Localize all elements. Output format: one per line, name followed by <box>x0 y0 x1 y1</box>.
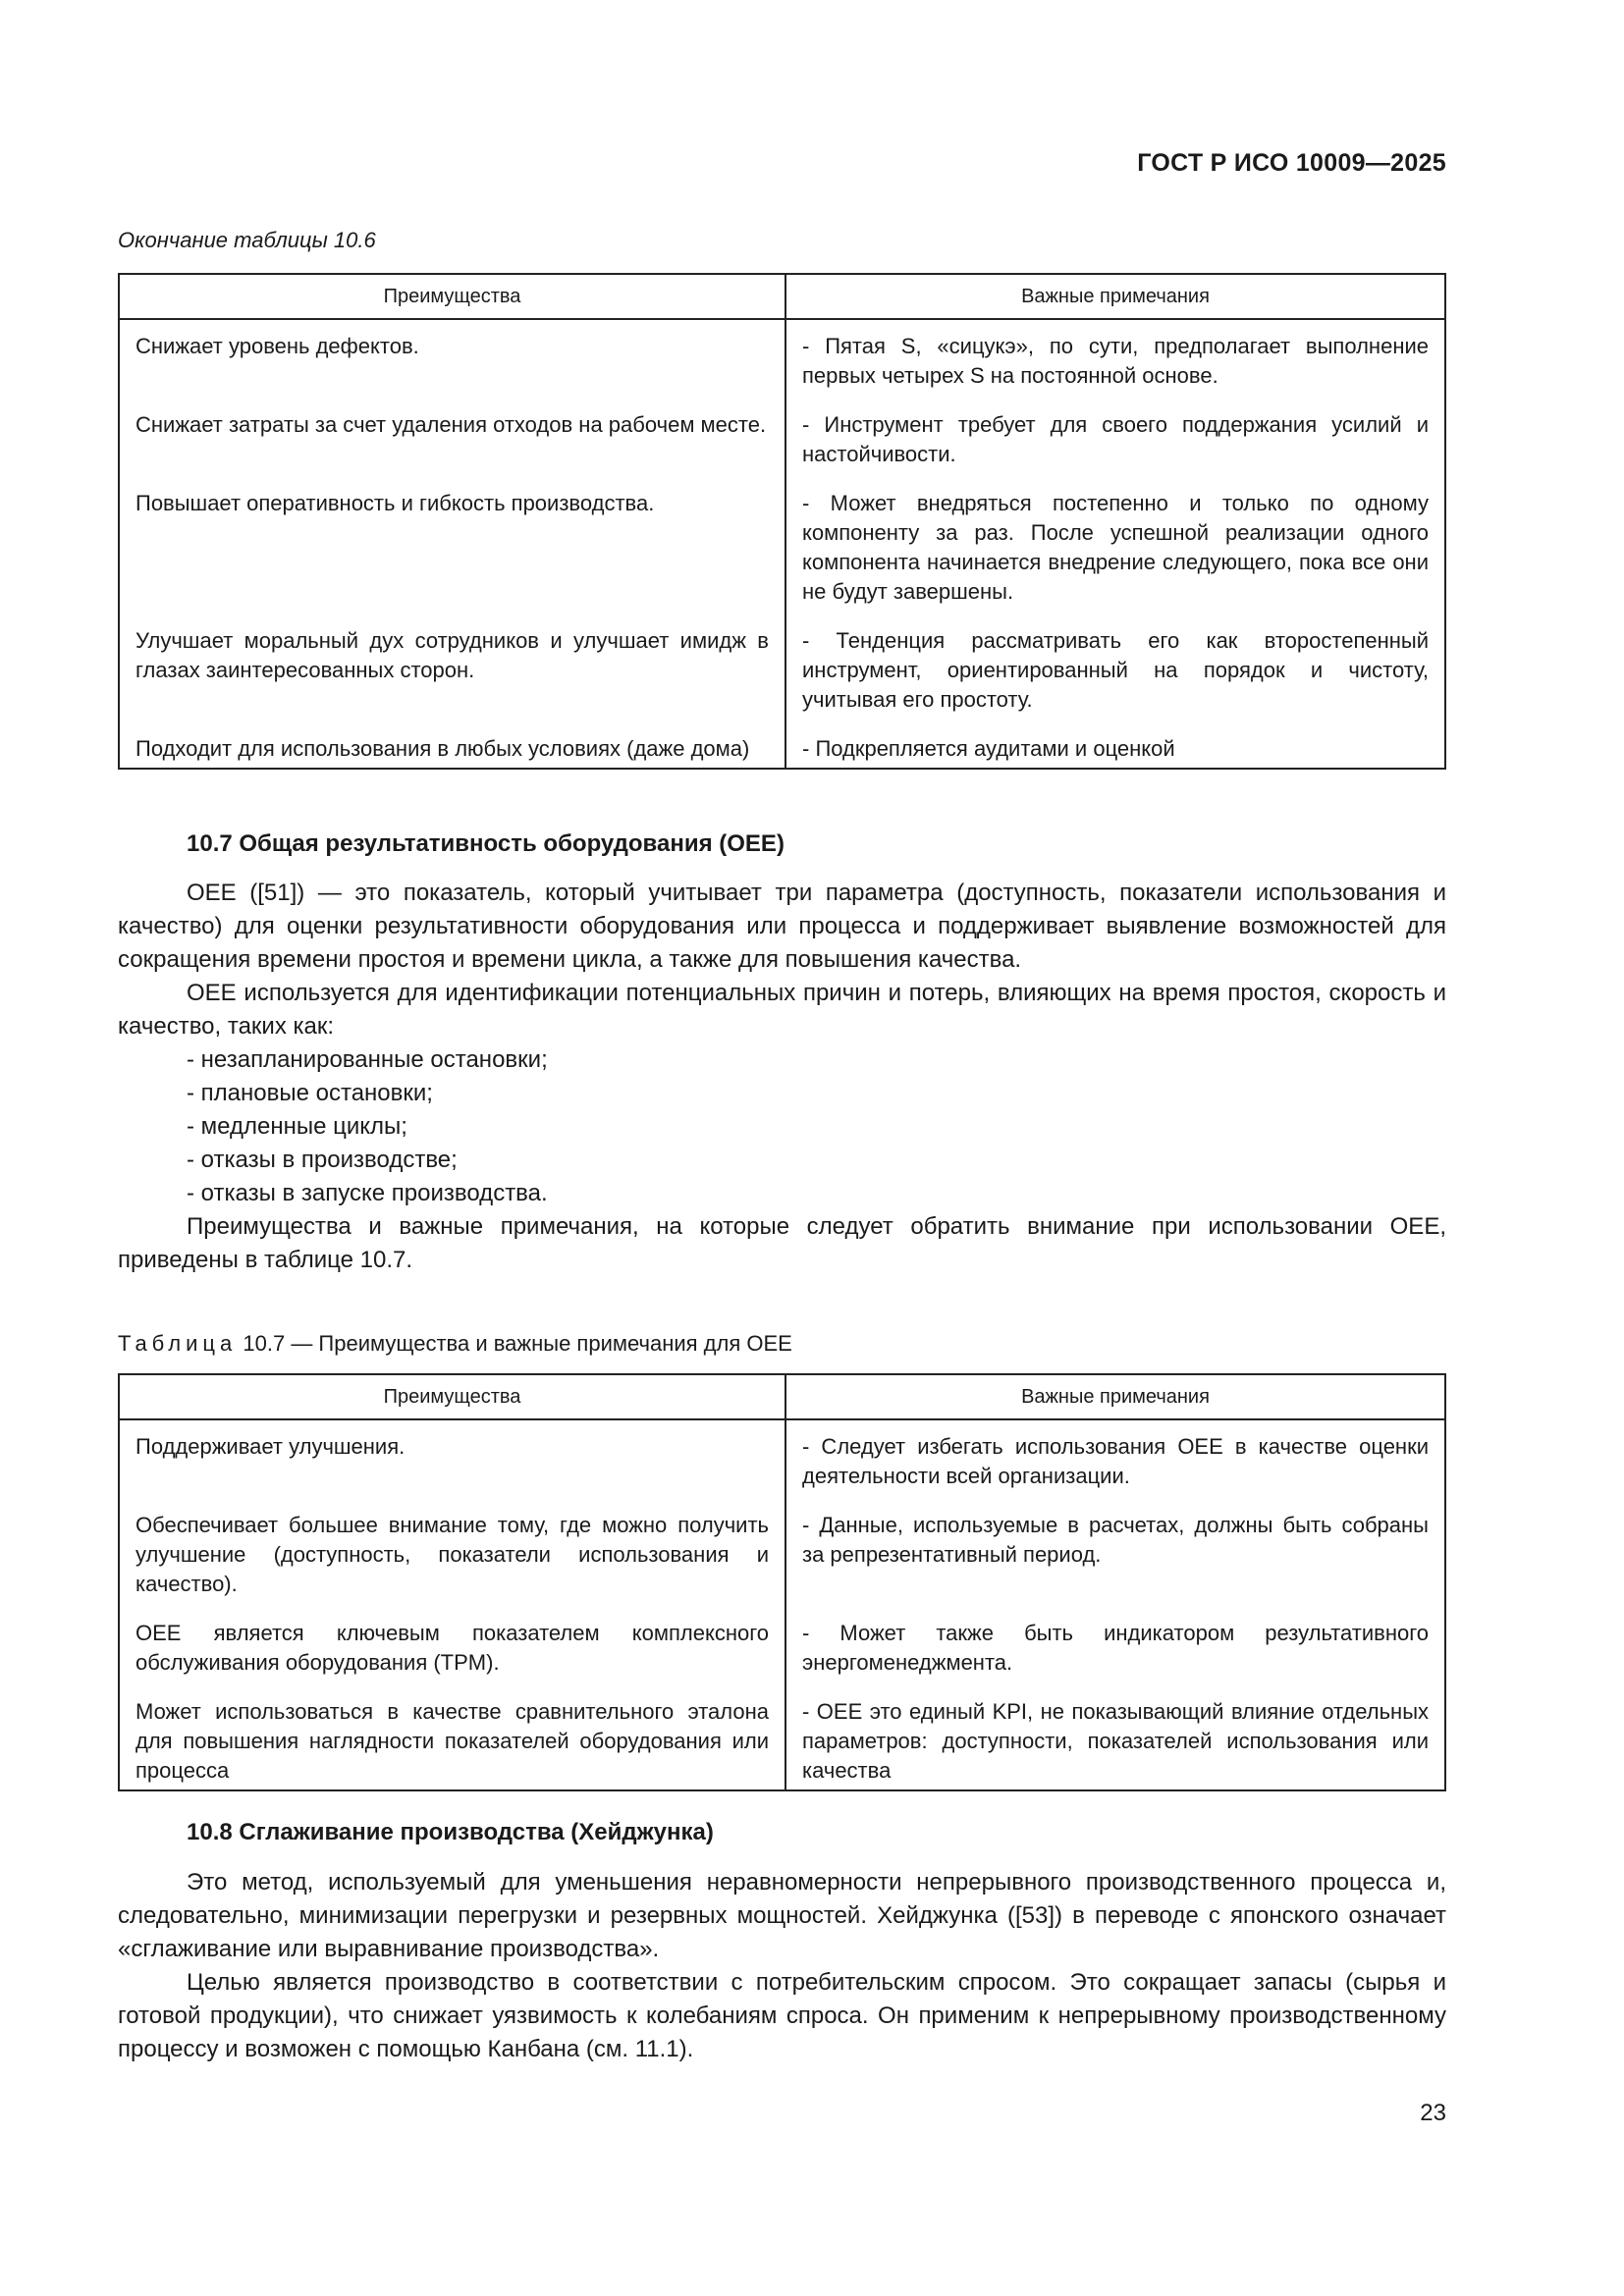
table-row <box>119 734 1445 769</box>
advantage-cell: OEE является ключевым показателем комплексного обслуживания оборудования (TPM). <box>119 1619 785 1697</box>
table-10-6 <box>118 273 1446 770</box>
advantage-cell: Поддерживает улучшения. <box>119 1419 785 1511</box>
advantage-cell: Улучшает моральный дух сотрудников и улучшает имидж в глазах заинтересованных сторон. <box>119 626 785 734</box>
table-row <box>119 1619 1445 1697</box>
column-header-advantages: Преимущества <box>119 274 785 319</box>
section-10-7-body <box>118 877 1446 1277</box>
paragraph: Преимущества и важные примечания, на которые следует обратить внимание при использовании OEE, приведены в таблице 10.7. <box>118 1213 1446 1273</box>
page-number: 23 <box>1420 2100 1446 2126</box>
paragraph: OEE используется для идентификации потенциальных причин и потерь, влияющих на время простоя, скорость и качество, таких как: <box>118 980 1446 1040</box>
note-cell: - Подкрепляется аудитами и оценкой <box>785 734 1445 769</box>
table-row <box>119 1419 1445 1511</box>
table-10-7 <box>118 1373 1446 1791</box>
note-cell: - Следует избегать использования OEE в качестве оценки деятельности всей организации. <box>785 1419 1445 1511</box>
document-header: ГОСТ Р ИСО 10009—2025 <box>1137 149 1446 177</box>
table-10-7-caption <box>118 1331 792 1357</box>
column-header-advantages: Преимущества <box>119 1374 785 1419</box>
section-10-8-title: 10.8 Сглаживание производства (Хейджунка) <box>187 1819 714 1845</box>
table-row <box>119 1511 1445 1619</box>
table-row <box>119 410 1445 489</box>
section-10-8-body <box>118 1866 1446 2066</box>
paragraph: OEE ([51]) — это показатель, который учитывает три параметра (доступность, показатели использования и качество) для оценки результативности оборудования или процесса и поддерживает выявление возможностей для сокращения времени простоя и времени цикла, а также для повышения качества. <box>118 880 1446 973</box>
list-item: - отказы в запуске производства. <box>187 1180 548 1206</box>
column-header-notes: Важные примечания <box>785 274 1445 319</box>
note-cell: - Пятая S, «сицукэ», по сути, предполагает выполнение первых четырех S на постоянной основе. <box>785 319 1445 410</box>
note-cell: - Инструмент требует для своего поддержания усилий и настойчивости. <box>785 410 1445 489</box>
advantage-cell: Может использоваться в качестве сравнительного эталона для повышения наглядности показателей оборудования или процесса <box>119 1697 785 1790</box>
advantage-cell: Обеспечивает большее внимание тому, где можно получить улучшение (доступность, показатели использования и качество). <box>119 1511 785 1619</box>
list-item: - отказы в производстве; <box>187 1147 458 1173</box>
section-10-7-title: 10.7 Общая результативность оборудования (OEE) <box>187 830 785 857</box>
list-item: - медленные циклы; <box>187 1113 407 1140</box>
table-caption-label: Таблица <box>118 1331 238 1356</box>
table-header-row <box>119 1374 1445 1419</box>
advantage-cell: Повышает оперативность и гибкость производства. <box>119 489 785 626</box>
advantage-cell: Снижает затраты за счет удаления отходов на рабочем месте. <box>119 410 785 489</box>
note-cell: - Тенденция рассматривать его как второстепенный инструмент, ориентированный на порядок и чистоту, учитывая его простоту. <box>785 626 1445 734</box>
list-item: - плановые остановки; <box>187 1080 433 1106</box>
note-cell: - OEE это единый KPI, не показывающий влияние отдельных параметров: доступности, показателей использования или качества <box>785 1697 1445 1790</box>
advantage-cell: Снижает уровень дефектов. <box>119 319 785 410</box>
note-cell: - Данные, используемые в расчетах, должны быть собраны за репрезентативный период. <box>785 1511 1445 1619</box>
paragraph: Целью является производство в соответствии с потребительским спросом. Это сокращает запасы (сырья и готовой продукции), что снижает уязвимость к колебаниям спроса. Он применим к непрерывному производственному процессу и возможен с помощью Канбана (см. 11.1). <box>118 1969 1446 2062</box>
table-10-6-continuation-caption: Окончание таблицы 10.6 <box>118 228 376 252</box>
table-header-row <box>119 274 1445 319</box>
paragraph: Это метод, используемый для уменьшения неравномерности непрерывного производственного процесса и, следовательно, минимизации перегрузки и резервных мощностей. Хейджунка ([53]) в переводе с японского означает «сглаживание или выравнивание производства». <box>118 1869 1446 1962</box>
table-caption-text: 10.7 — Преимущества и важные примечания для OEE <box>243 1331 792 1356</box>
list-item: - незапланированные остановки; <box>187 1046 548 1073</box>
advantage-cell: Подходит для использования в любых условиях (даже дома) <box>119 734 785 769</box>
table-row <box>119 1697 1445 1790</box>
table-row <box>119 489 1445 626</box>
table-row <box>119 626 1445 734</box>
note-cell: - Может внедряться постепенно и только по одному компоненту за раз. После успешной реализации одного компонента начинается внедрение следующего, пока все они не будут завершены. <box>785 489 1445 626</box>
note-cell: - Может также быть индикатором результативного энергоменеджмента. <box>785 1619 1445 1697</box>
table-row <box>119 319 1445 410</box>
column-header-notes: Важные примечания <box>785 1374 1445 1419</box>
bullet-list <box>118 1043 1446 1210</box>
